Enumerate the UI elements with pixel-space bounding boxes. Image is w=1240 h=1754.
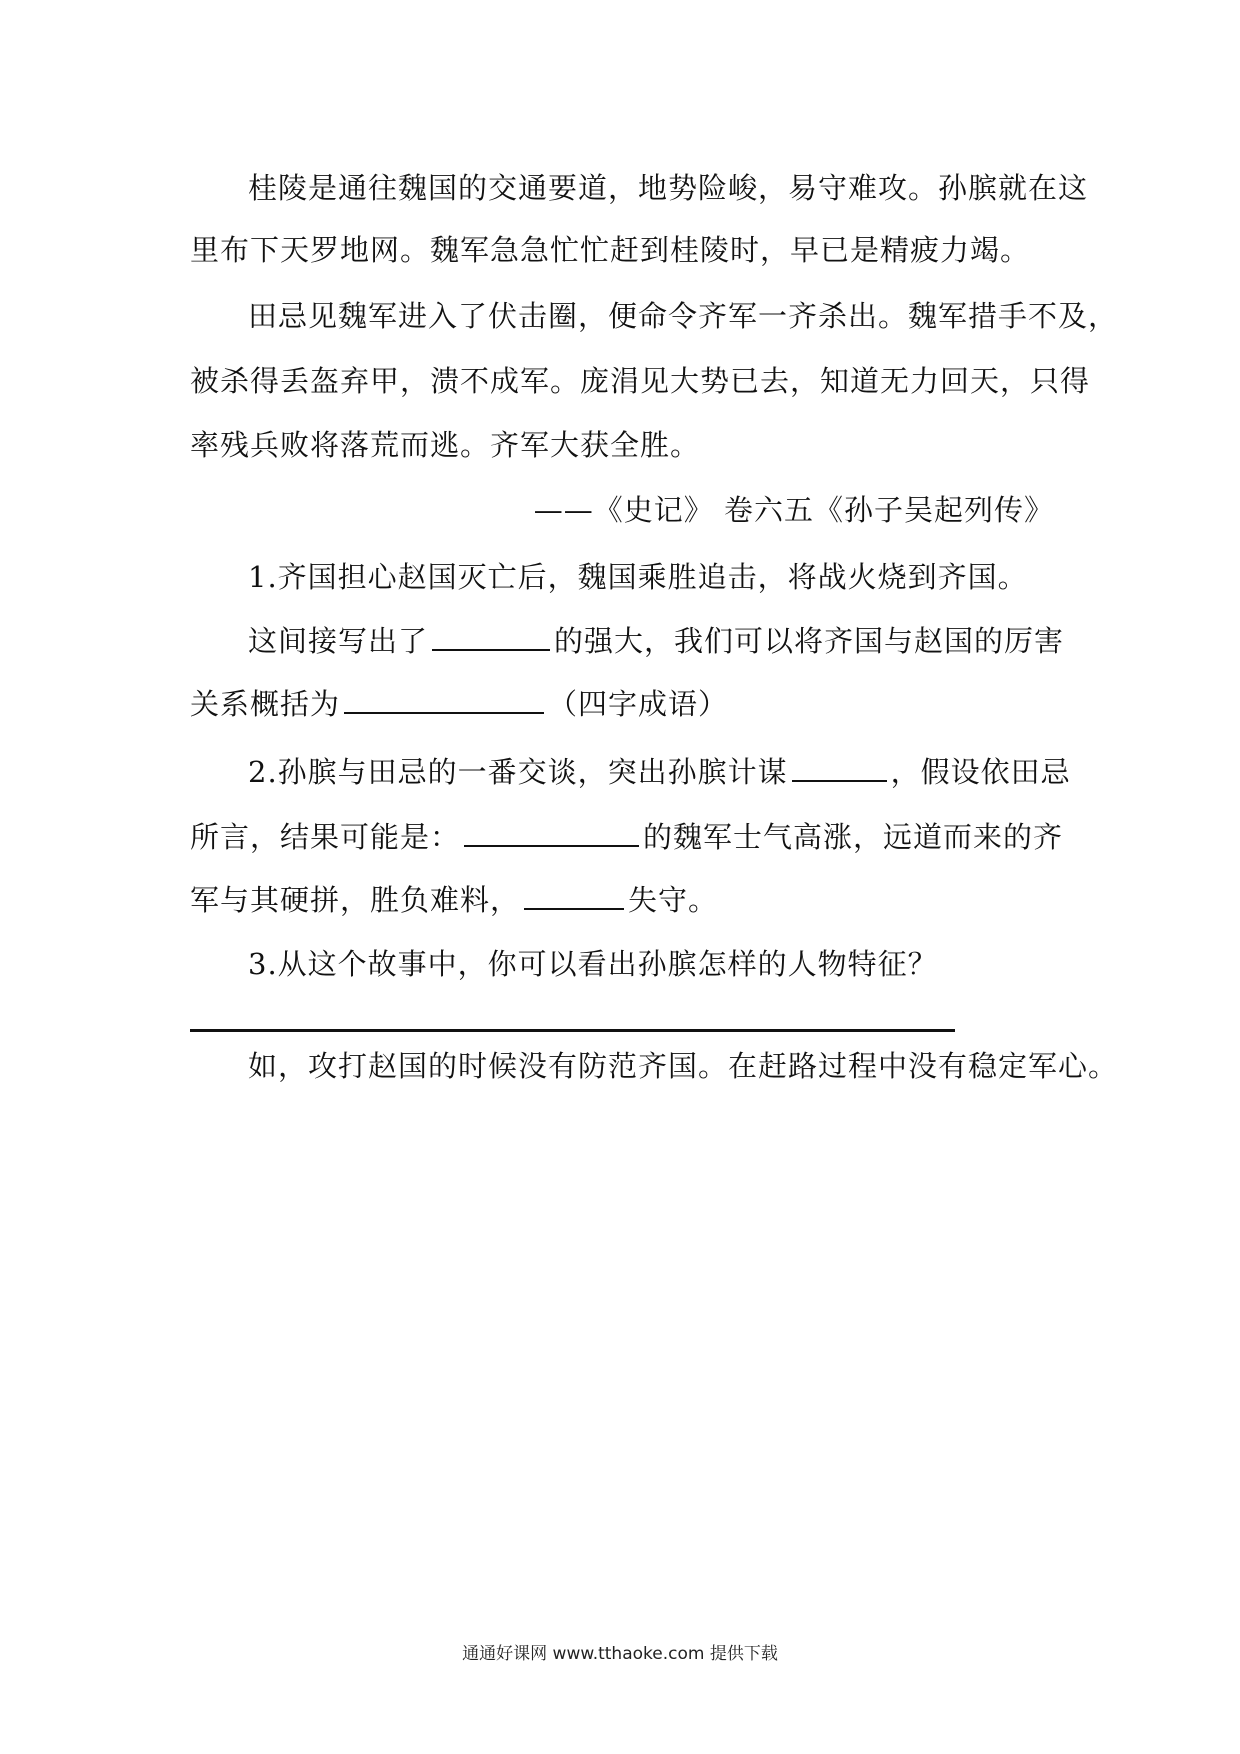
question-2-text-d: 的魏军士气高涨，远道而来的齐 bbox=[643, 820, 1064, 854]
question-2-line-3 bbox=[190, 880, 718, 920]
question-1-line-3 bbox=[190, 684, 728, 724]
question-3-line-1: 3.从这个故事中，你可以看出孙膑怎样的人物特征？ bbox=[248, 947, 938, 981]
question-1-text-c: 关系概括为 bbox=[190, 687, 341, 721]
question-2-text-c: 所言，结果可能是： bbox=[190, 820, 461, 854]
answer-line[interactable] bbox=[190, 1029, 955, 1032]
question-1-line-1: 1.齐国担心赵国灭亡后，魏国乘胜追击，将战火烧到齐国。 bbox=[248, 560, 1028, 594]
question-1-text-d: （四字成语） bbox=[548, 687, 729, 721]
answer-blank[interactable] bbox=[792, 754, 887, 782]
page-footer: 通通好课网 www.tthaoke.com 提供下载 bbox=[462, 1644, 778, 1664]
answer-blank[interactable] bbox=[432, 623, 550, 651]
answer-blank[interactable] bbox=[524, 882, 624, 910]
question-2-text-e: 军与其硬拼，胜负难料， bbox=[190, 883, 521, 917]
example-answer: 如，攻打赵国的时候没有防范齐国。在赶路过程中没有稳定军心。 bbox=[248, 1049, 1119, 1083]
question-1-text-a: 这间接写出了 bbox=[248, 624, 429, 658]
passage-paragraph-2-line-1: 田忌见魏军进入了伏击圈，便命令齐军一齐杀出。魏军措手不及， bbox=[248, 299, 1119, 333]
passage-paragraph-2-line-2: 被杀得丢盔弃甲，溃不成军。庞涓见大势已去，知道无力回天，只得 bbox=[190, 364, 1091, 398]
question-1-text-b: 的强大，我们可以将齐国与赵国的厉害 bbox=[554, 624, 1065, 658]
passage-paragraph-2-line-3: 率残兵败将落荒而逃。齐军大获全胜。 bbox=[190, 428, 701, 462]
passage-paragraph-1-line-1: 桂陵是通往魏国的交通要道，地势险峻，易守难攻。孙膑就在这 bbox=[248, 171, 1089, 205]
question-2-line-1 bbox=[248, 752, 1071, 792]
passage-source: ——《史记》 卷六五《孙子吴起列传》 bbox=[533, 493, 1054, 527]
question-2-text-f: 失守。 bbox=[628, 883, 719, 917]
answer-blank[interactable] bbox=[464, 819, 639, 847]
question-2-text-a: 2.孙膑与田忌的一番交谈，突出孙膑计谋 bbox=[248, 755, 788, 789]
answer-blank[interactable] bbox=[344, 686, 544, 714]
passage-paragraph-1-line-2: 里布下天罗地网。魏军急急忙忙赶到桂陵时，早已是精疲力竭。 bbox=[190, 233, 1031, 267]
question-1-line-2 bbox=[248, 621, 1064, 661]
question-2-text-b: ，假设依田忌 bbox=[890, 755, 1071, 789]
question-2-line-2 bbox=[190, 817, 1063, 857]
